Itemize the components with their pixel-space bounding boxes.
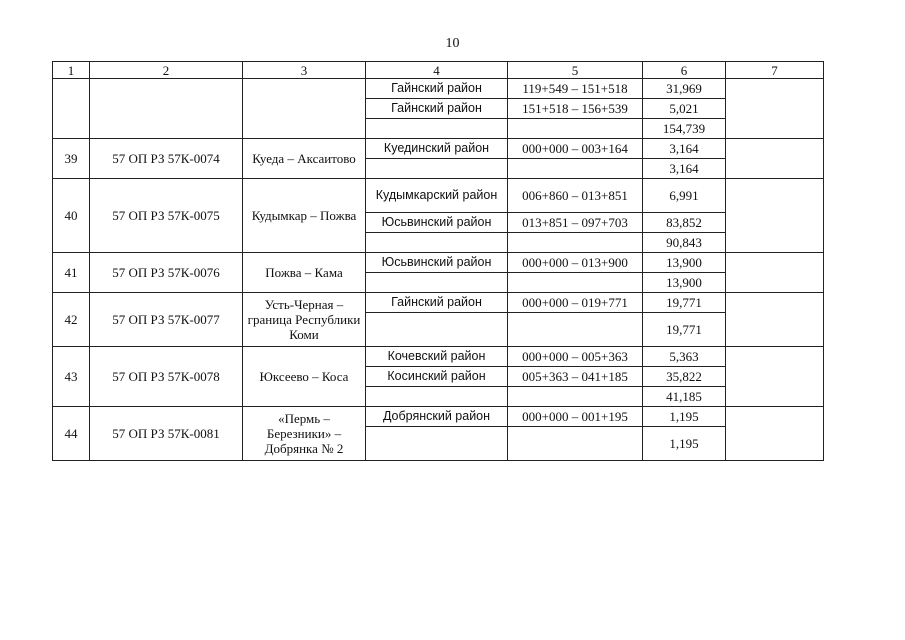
district-cell: Гайнский район — [366, 99, 508, 119]
road-code-cell: 57 ОП РЗ 57К-0075 — [90, 179, 243, 253]
road-code-cell: 57 ОП РЗ 57К-0077 — [90, 293, 243, 347]
table-row — [53, 179, 824, 213]
km-range-cell — [508, 273, 643, 293]
district-cell — [366, 313, 508, 347]
km-range-cell: 000+000 – 003+164 — [508, 139, 643, 159]
district-cell — [366, 233, 508, 253]
table-row — [53, 347, 824, 367]
road-number-cell: 43 — [53, 347, 90, 407]
table-row — [53, 293, 824, 313]
km-range-cell: 119+549 – 151+518 — [508, 79, 643, 99]
km-range-cell: 000+000 – 001+195 — [508, 407, 643, 427]
length-cell: 13,900 — [643, 253, 726, 273]
road-number-cell: 41 — [53, 253, 90, 293]
km-range-cell — [508, 427, 643, 461]
table-row — [53, 253, 824, 273]
km-range-cell: 000+000 – 019+771 — [508, 293, 643, 313]
district-cell — [366, 273, 508, 293]
column-number-row — [53, 62, 824, 79]
road-number-cell — [53, 79, 90, 139]
km-range-cell: 013+851 – 097+703 — [508, 213, 643, 233]
total-length-cell: 19,771 — [643, 313, 726, 347]
road-name-cell: Юксеево – Коса — [243, 347, 366, 407]
road-number-cell: 39 — [53, 139, 90, 179]
district-cell: Гайнский район — [366, 293, 508, 313]
km-range-cell — [508, 159, 643, 179]
km-range-cell — [508, 233, 643, 253]
column-header: 5 — [508, 62, 643, 79]
column-header: 6 — [643, 62, 726, 79]
road-code-cell: 57 ОП РЗ 57К-0081 — [90, 407, 243, 461]
district-cell: Косинский район — [366, 367, 508, 387]
road-name-cell: Куеда – Аксаитово — [243, 139, 366, 179]
road-number-cell: 40 — [53, 179, 90, 253]
notes-cell — [726, 139, 824, 179]
km-range-cell: 151+518 – 156+539 — [508, 99, 643, 119]
length-cell: 5,363 — [643, 347, 726, 367]
road-name-cell: «Пермь – Березники» – Добрянка № 2 — [243, 407, 366, 461]
total-length-cell: 41,185 — [643, 387, 726, 407]
district-cell: Гайнский район — [366, 79, 508, 99]
column-header: 4 — [366, 62, 508, 79]
column-header: 3 — [243, 62, 366, 79]
notes-cell — [726, 293, 824, 347]
road-code-cell: 57 ОП РЗ 57К-0076 — [90, 253, 243, 293]
length-cell: 35,822 — [643, 367, 726, 387]
length-cell: 6,991 — [643, 179, 726, 213]
total-length-cell: 154,739 — [643, 119, 726, 139]
road-name-cell: Усть-Черная – граница Республики Коми — [243, 293, 366, 347]
road-name-cell — [243, 79, 366, 139]
km-range-cell: 006+860 – 013+851 — [508, 179, 643, 213]
district-cell — [366, 159, 508, 179]
table-row — [53, 139, 824, 159]
district-cell — [366, 387, 508, 407]
road-number-cell: 44 — [53, 407, 90, 461]
district-cell: Куединский район — [366, 139, 508, 159]
column-header: 1 — [53, 62, 90, 79]
length-cell: 19,771 — [643, 293, 726, 313]
table-row — [53, 407, 824, 427]
length-cell: 31,969 — [643, 79, 726, 99]
district-cell — [366, 427, 508, 461]
km-range-cell — [508, 387, 643, 407]
notes-cell — [726, 347, 824, 407]
page-number: 10 — [445, 36, 460, 51]
notes-cell — [726, 253, 824, 293]
road-name-cell: Кудымкар – Пожва — [243, 179, 366, 253]
km-range-cell: 005+363 – 041+185 — [508, 367, 643, 387]
district-cell: Кудымкарский район — [366, 179, 508, 213]
district-cell: Добрянский район — [366, 407, 508, 427]
km-range-cell — [508, 119, 643, 139]
km-range-cell — [508, 313, 643, 347]
column-header: 7 — [726, 62, 824, 79]
length-cell: 83,852 — [643, 213, 726, 233]
road-register-table — [52, 61, 824, 461]
road-code-cell: 57 ОП РЗ 57К-0074 — [90, 139, 243, 179]
total-length-cell: 90,843 — [643, 233, 726, 253]
notes-cell — [726, 79, 824, 139]
table-row — [53, 79, 824, 99]
district-cell: Юсьвинский район — [366, 253, 508, 273]
road-code-cell — [90, 79, 243, 139]
km-range-cell: 000+000 – 005+363 — [508, 347, 643, 367]
total-length-cell: 1,195 — [643, 427, 726, 461]
road-number-cell: 42 — [53, 293, 90, 347]
district-cell — [366, 119, 508, 139]
road-name-cell: Пожва – Кама — [243, 253, 366, 293]
total-length-cell: 13,900 — [643, 273, 726, 293]
district-cell: Юсьвинский район — [366, 213, 508, 233]
km-range-cell: 000+000 – 013+900 — [508, 253, 643, 273]
road-code-cell: 57 ОП РЗ 57К-0078 — [90, 347, 243, 407]
length-cell: 1,195 — [643, 407, 726, 427]
column-header: 2 — [90, 62, 243, 79]
length-cell: 3,164 — [643, 139, 726, 159]
total-length-cell: 3,164 — [643, 159, 726, 179]
length-cell: 5,021 — [643, 99, 726, 119]
notes-cell — [726, 179, 824, 253]
notes-cell — [726, 407, 824, 461]
district-cell: Кочевский район — [366, 347, 508, 367]
